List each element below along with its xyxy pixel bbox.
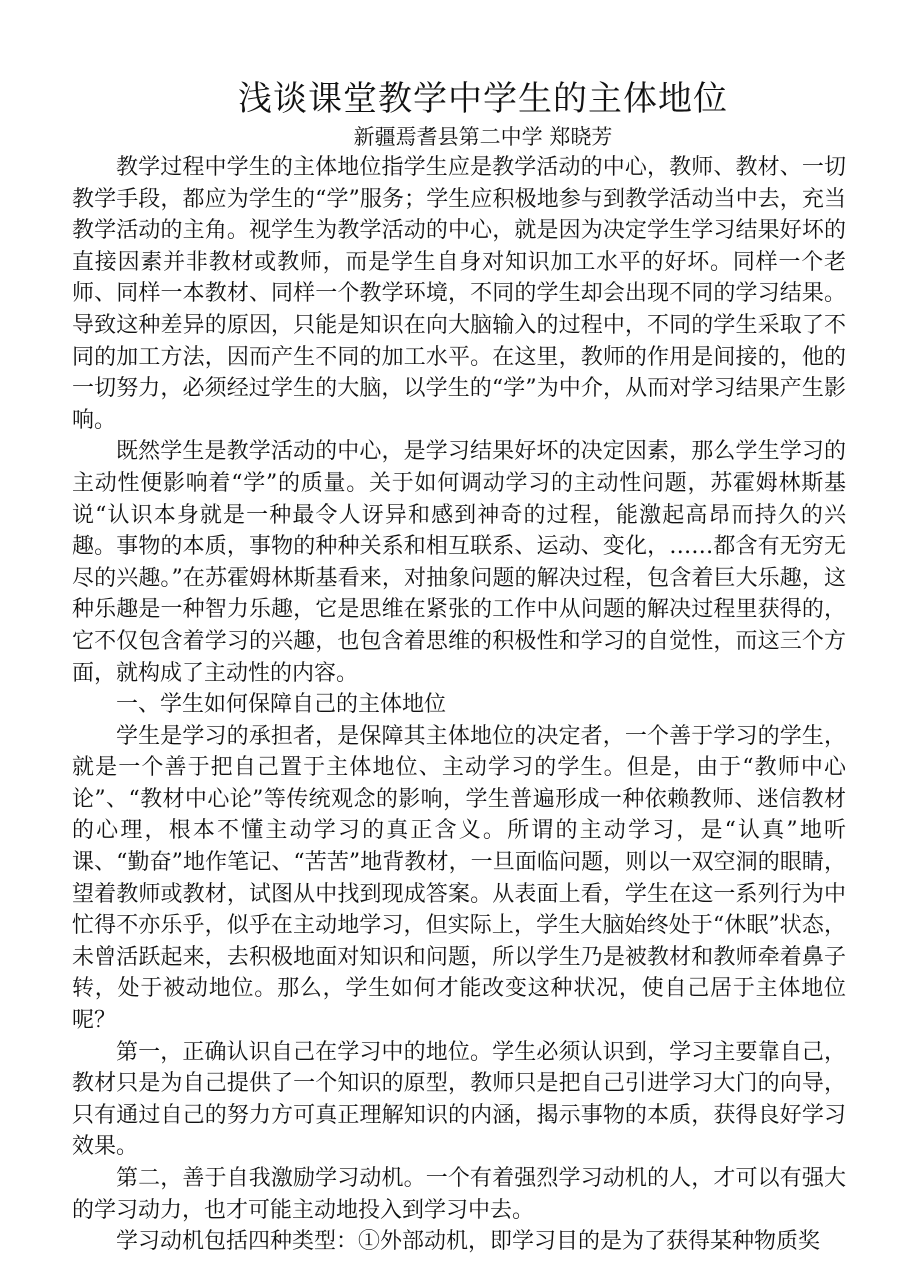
paragraph-4: 第一，正确认识自己在学习中的地位。学生必须认识到，学习主要靠自己，教材只是为自己提供了一个知识的原型，教师只是把自己引进学习大门的向导，只有通过自己的努力方可真正理解知识的内涵，揭示事物的本质，获得良好学习效果。	[72, 1039, 846, 1160]
paragraph-2: 既然学生是教学活动的中心，是学习结果好坏的决定因素，那么学生学习的主动性便影响着“学”的质量。关于如何调动学习的主动性问题，苏霍姆林斯基说“认识本身就是一种最令人讶异和感到神奇的过程，能激起高昂而持久的兴趣。事物的本质，事物的种种关系和相互联系、运动、变化，……都含有无穷无尽的兴趣。”在苏霍姆林斯基看来，对抽象问题的解决过程，包含着巨大乐趣，这种乐趣是一种智力乐趣，它是思维在紧张的工作中从问题的解决过程里获得的，它不仅包含着学习的兴趣，也包含着思维的积极性和学习的自觉性，而这三个方面，就构成了主动性的内容。	[72, 439, 846, 686]
document-author: 新疆焉耆县第二中学 郑晓芳	[353, 125, 613, 149]
document-title: 浅谈课堂教学中学生的主体地位	[238, 79, 728, 119]
paragraph-5: 第二，善于自我激励学习动机。一个有着强烈学习动机的人，才可以有强大的学习动力，也才可能主动地投入到学习中去。	[72, 1166, 846, 1223]
section-heading-1: 一、学生如何保障自己的主体地位	[116, 692, 447, 718]
paragraph-6: 学习动机包括四种类型：①外部动机，即学习目的是为了获得某种物质奖	[116, 1229, 821, 1255]
paragraph-1: 教学过程中学生的主体地位指学生应是教学活动的中心，教师、教材、一切教学手段，都应为学生的“学”服务；学生应积极地参与到教学活动当中去，充当教学活动的主角。视学生为教学活动的中心，就是因为决定学生学习结果好坏的直接因素并非教材或教师，而是学生自身对知识加工水平的好坏。同样一个老师、同样一本教材、同样一个教学环境，不同的学生却会出现不同的学习结果。导致这种差异的原因，只能是知识在向大脑输入的过程中，不同的学生采取了不同的加工方法，因而产生不同的加工水平。在这里，教师的作用是间接的，他的一切努力，必须经过学生的大脑，以学生的“学”为中介，从而对学习结果产生影响。	[72, 155, 846, 433]
paragraph-3: 学生是学习的承担者，是保障其主体地位的决定者，一个善于学习的学生，就是一个善于把自己置于主体地位、主动学习的学生。但是，由于“教师中心论”、“教材中心论”等传统观念的影响，学生普遍形成一种依赖教师、迷信教材的心理，根本不懂主动学习的真正含义。所谓的主动学习，是“认真”地听课、“勤奋”地作笔记、“苦苦”地背教材，一旦面临问题，则以一双空洞的眼睛，望着教师或教材，试图从中找到现成答案。从表面上看，学生在这一系列行为中忙得不亦乐乎，似乎在主动地学习，但实际上，学生大脑始终处于“休眠”状态，未曾活跃起来，去积极地面对知识和问题，所以学生乃是被教材和教师牵着鼻子转，处于被动地位。那么，学生如何才能改变这种状况，使自己居于主体地位呢？	[72, 723, 846, 1034]
document-body	[72, 152, 846, 1258]
